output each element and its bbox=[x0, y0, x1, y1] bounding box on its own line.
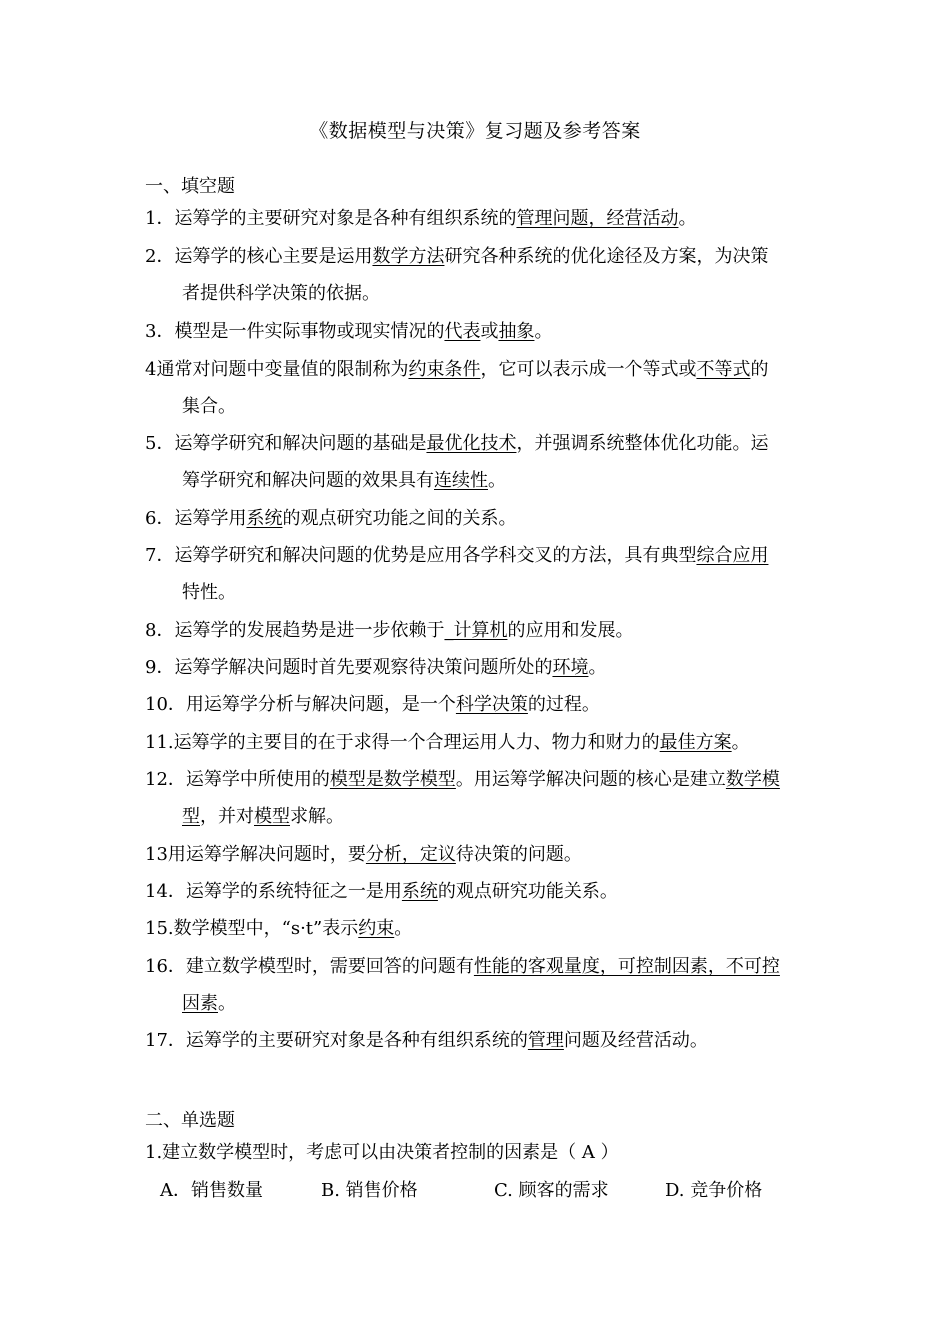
answer: 因素 bbox=[182, 993, 218, 1014]
answer: _计算机 bbox=[444, 620, 508, 641]
question-4: 4通常对问题中变量值的限制称为约束条件，它可以表示成一个等式或不等式的 集合。 bbox=[145, 359, 769, 417]
answer: 模型 bbox=[254, 806, 290, 827]
section-heading-fill-in: 一、填空题 bbox=[145, 176, 235, 197]
answer: 型 bbox=[182, 806, 200, 827]
answer: 代表 bbox=[444, 321, 481, 342]
option-b: B. 销售价格 bbox=[321, 1180, 418, 1201]
answer: 管理问题，经营活动 bbox=[516, 208, 679, 229]
option-a: A．销售数量 bbox=[160, 1180, 263, 1201]
document-title: 《数据模型与决策》复习题及参考答案 bbox=[309, 120, 641, 142]
answer: 抽象 bbox=[498, 321, 535, 342]
answer: 综合应用 bbox=[696, 545, 769, 566]
question-5: 5．运筹学研究和解决问题的基础是最优化技术，并强调系统整体优化功能。运 筹学研究和解决问题的效果具有连续性。 bbox=[145, 433, 769, 491]
answer: 最优化技术 bbox=[426, 433, 517, 454]
question-11: 11.运筹学的主要目的在于求得一个合理运用人力、物力和财力的最佳方案。 bbox=[145, 732, 750, 753]
question-8: 8．运筹学的发展趋势是进一步依赖于_计算机的应用和发展。 bbox=[145, 620, 634, 641]
question-14: 14．运筹学的系统特征之一是用系统的观点研究功能关系。 bbox=[145, 881, 618, 902]
answer: 系统 bbox=[401, 881, 438, 902]
question-6: 6．运筹学用系统的观点研究功能之间的关系。 bbox=[145, 508, 517, 529]
answer: 不等式 bbox=[696, 359, 751, 380]
answer: 科学决策 bbox=[455, 694, 528, 715]
answer: 环境 bbox=[552, 657, 589, 678]
answer: 分析，定议 bbox=[365, 844, 456, 865]
answer: 数学模 bbox=[725, 769, 780, 790]
single-choice-question-1: 1.建立数学模型时，考虑可以由决策者控制的因素是（ A ） bbox=[145, 1142, 619, 1163]
section-heading-single-choice: 二、单选题 bbox=[145, 1110, 235, 1131]
option-d: D. 竞争价格 bbox=[665, 1180, 763, 1201]
answer: 性能的客观量度，可控制因素，不可控 bbox=[473, 956, 780, 977]
question-1: 1．运筹学的主要研究对象是各种有组织系统的管理问题，经营活动。 bbox=[145, 208, 697, 229]
answer: 管理 bbox=[527, 1030, 564, 1051]
question-15: 15.数学模型中，“s·t”表示约束。 bbox=[145, 918, 413, 939]
question-16: 16．建立数学模型时，需要回答的问题有性能的客观量度，可控制因素，不可控 因素。 bbox=[145, 956, 780, 1014]
question-7: 7．运筹学研究和解决问题的优势是应用各学科交叉的方法，具有典型综合应用 特性。 bbox=[145, 545, 769, 603]
question-13: 13用运筹学解决问题时，要分析，定议待决策的问题。 bbox=[145, 844, 582, 865]
question-12: 12．运筹学中所使用的模型是数学模型。用运筹学解决问题的核心是建立数学模 型，并对模型求解。 bbox=[145, 769, 780, 827]
answer: 约束条件 bbox=[408, 359, 481, 380]
answer: 约束 bbox=[358, 918, 395, 939]
answer: 数学方法 bbox=[372, 246, 445, 267]
answer: 连续性 bbox=[434, 470, 488, 491]
question-9: 9．运筹学解决问题时首先要观察待决策问题所处的环境。 bbox=[145, 657, 607, 678]
option-c: C. 顾客的需求 bbox=[494, 1180, 609, 1201]
answer: 最佳方案 bbox=[659, 732, 732, 753]
question-10: 10．用运筹学分析与解决问题，是一个科学决策的过程。 bbox=[145, 694, 600, 715]
answer: 模型是数学模型 bbox=[329, 769, 456, 790]
question-17: 17．运筹学的主要研究对象是各种有组织系统的管理问题及经营活动。 bbox=[145, 1030, 708, 1051]
question-2: 2．运筹学的核心主要是运用数学方法研究各种系统的优化途径及方案，为决策 者提供科学决策的依据。 bbox=[145, 246, 769, 304]
answer: 系统 bbox=[246, 508, 283, 529]
question-3: 3．模型是一件实际事物或现实情况的代表或抽象。 bbox=[145, 321, 553, 342]
